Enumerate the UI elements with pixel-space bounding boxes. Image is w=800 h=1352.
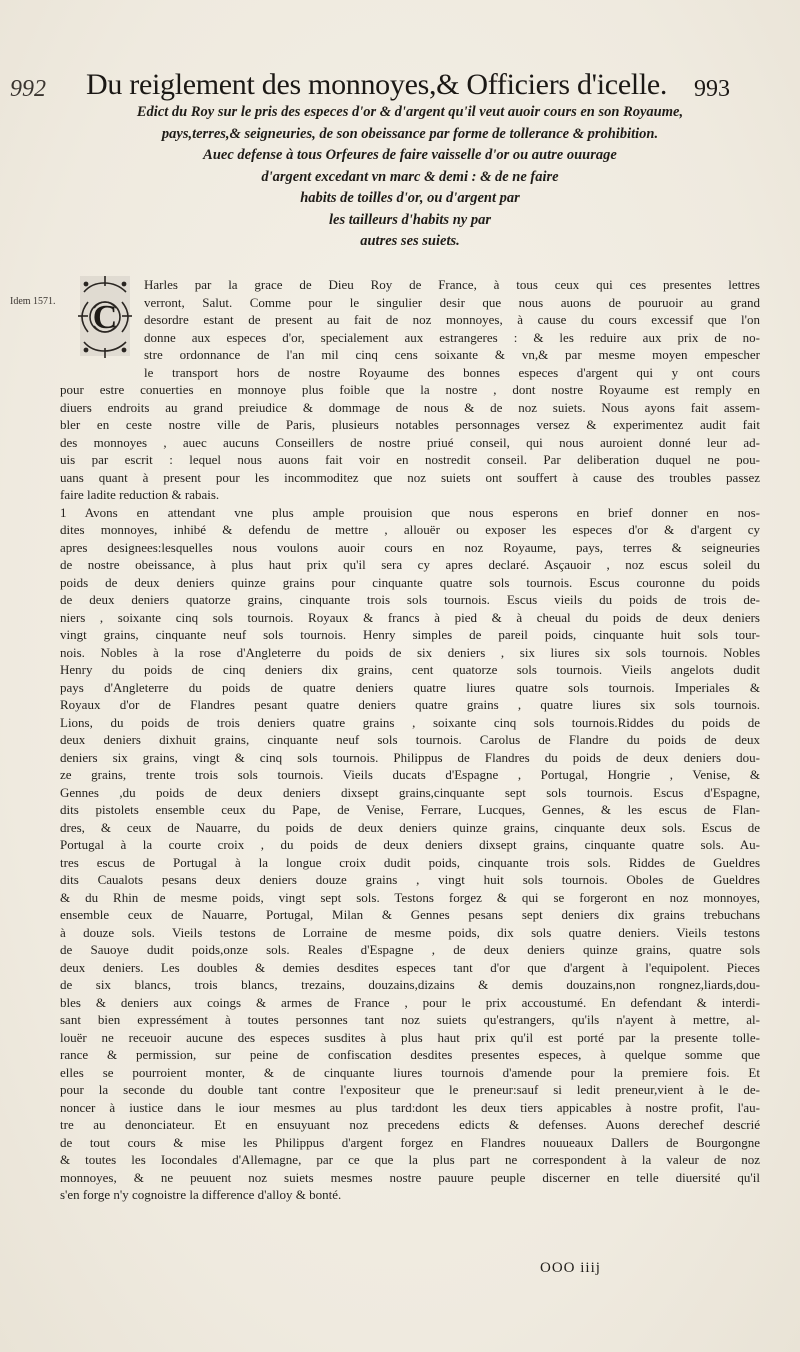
text-line: donne aux especes d'or, specialement aux estrangeres : & les reduire aux prix de no- [144,329,760,345]
text-line: vingt grains, cinquante neuf sols tournois. Henry simples de pareil poids, cinquante huit sols tour- [60,627,760,642]
margin-note: Idem 1571. [10,296,56,307]
text-line: louër ne receuoir aucune des especes susdites à plus haut prix qu'il est porté par la presente tolle- [60,1029,760,1045]
text-line: verront, Salut. Comme pour le singulier desir que nous auons de pouruoir au grand [144,294,760,310]
text-line: Portugal à la courte croix , du poids de deux deniers dixsept grains, cinquante quatre sols. Au- [60,837,760,852]
text-line: tre au denonciateur. Et en ensuyuant noz precedens edicts & defenses. Auons derechef descrié [60,1117,760,1132]
heading-line: les tailleurs d'habits ny par [329,211,491,228]
heading-line: autres ses suiets. [360,233,460,249]
text-line: Lions, du poids de trois deniers quatre grains , soixante cinq sols tournois.Riddes du poids de [60,714,760,730]
text-line: de deux deniers quatorze grains, cinquante trois sols tournois. Escus vieils du poids de trois de- [60,592,760,607]
text-line: de Sauoye dudit poids,onze sols. Reales d'Espagne , de deux deniers quinze grains, quatre sols [60,942,760,957]
text-line: 1 Avons en attendant vne plus ample prouision que nous esperons en brief donner en nos- [60,504,760,520]
heading-line: d'argent excedant vn marc & demi : & de ne faire [261,168,559,185]
text-line: dres, & ceux de Nauarre, du poids de deux deniers quinze grains, cinquante deux sols. Escus de [60,819,760,835]
edict-body [60,276,760,1204]
text-line: nois. Nobles à la rose d'Angleterre du poids de six deniers , six liures six sols tournois. Nobles [60,644,760,660]
text-line: des monnoyes , auec aucuns Conseillers de nostre priué conseil, qui nous auroient donné leur ad- [60,434,760,450]
heading-line: habits de toilles d'or, ou d'argent par [300,190,520,206]
text-line: desordre estant de present au fait de noz monnoyes, à cause du cours excessif que l'on [144,312,760,327]
text-line: rance & permission, sur peine de confiscation desdites presentes especes, à quelque somme que [60,1047,760,1062]
text-line: faire ladite reduction & rabais. [60,487,220,502]
text-line: uis par escrit : lequel nous auons fait voir en nostredit conseil. Par deliberation duquel ne pou- [60,452,760,467]
text-line: uans quant à present pour les incommoditez que noz suiets ont souffert à cause des troubles passez [60,469,760,485]
heading-line: pays,terres,& seigneuries, de son obeissance par forme de tollerance & prohibition. [161,125,659,142]
text-line: noncer à iustice dans le iour mesmes au plus tard:dont les deux tiers appicables à nostre profit, l'au- [60,1099,760,1115]
text-line: s'en forge n'y cognoistre la difference d'alloy & bonté. [60,1187,342,1202]
text-line: stre ordonnance de l'an mil cinq cens soixante & vn,& par mesme moyen empescher [144,347,760,362]
text-line: bles & deniers aux coings & armes de France , pour le prix accoustumé. En defendant & interdi- [60,994,760,1010]
text-line: sant bien expressément à toutes personnes tant noz suiets qu'estrangers, qu'ils n'ayent à mettre, al- [60,1012,760,1027]
text-line: & du Rhin de mesme poids, vingt sept sols. Testons forgez & qui se forgeront en noz monnoyes, [60,889,760,905]
text-line: dites monnoyes, inhibé & defendu de mettre , allouër ou exposer les especes d'or & d'argent cy [60,522,760,537]
running-title: Du reiglement des monnoyes,& Officiers d'icelle. [86,68,668,101]
heading-line: Auec defense à tous Orfeures de faire vaisselle d'or ou autre ouurage [203,147,617,163]
text-line: dits pistolets ensemble ceux du Pape, de Venise, Ferrare, Lucques, Gennes, & les escus de Flan- [60,802,760,817]
text-line: de nostre obeissance, à plus haut prix qu'il sera cy apres declaré. Asçauoir , noz escus soleil du [60,557,760,572]
page-number-right: 993 [694,76,730,102]
dropcap-letter: C [92,299,118,336]
text-line: le transport hors de nostre Royaume des bonnes especes d'argent qui y ont cours [144,364,760,380]
text-line: deux deniers dixhuit grains, cinquante neuf sols tournois. Carolus de Flandre du poids de deux [60,732,760,747]
text-line: Henry du poids de cinq deniers dix grains, cent quatorze sols tournois. Vieils angelots dudit [60,662,760,677]
text-line: Harles par la grace de Dieu Roy de France, à tous ceux qui ces presentes lettres [144,277,760,292]
text-line: Royaux d'or de Flandres pesant quatre deniers quatre grains , quatre liures six sols tournois. [60,697,760,712]
text-line: pour estre conuerties en monnoye plus foible que la nostre , dont nostre Royaume est remply en [60,382,760,397]
text-line: poids de deux deniers quinze grains pour cinquante quatre sols tournois. Escus couronne du poids [60,574,760,590]
text-line: apres designees:lesquelles nous voulons auoir cours en noz Royaume, pays, terres & seigneuries [60,539,760,555]
text-line: & toutes les Iocondales d'Allemagne, par ce que la plus part ne correspondent à la valeur de noz [60,1152,760,1167]
text-line: Gennes ,du poids de deux deniers dixsept grains,cinquante sept sols tournois. Escus d'Espagne, [60,784,760,800]
text-line: deniers six grains, vingt & cinq sols tournois. Philippus de Flandres du poids de deux deniers dou- [60,749,760,765]
text-line: deux deniers. Les doubles & demies desdites especes tant d'or que d'argent à l'equipolent. Pieces [60,959,760,975]
text-line: niers , soixante cinq sols tournois. Royaux & francs à pied & à cheual du poids de deux deniers [60,609,760,625]
text-line: de tout cours & mise les Philippus d'argent forgez en Flandres nouueaux Dallers de Bourgongne [60,1134,760,1150]
text-line: à douze sols. Vieils testons de Lorraine de mesme poids, dix sols quatre deniers. Vieils testons [60,924,760,940]
signature-mark: OOO iiij [540,1260,601,1276]
text-line: bler en ceste nostre ville de Paris, plusieurs notables personnages versez & experimentez audit fait [60,417,760,432]
heading-line: Edict du Roy sur le pris des especes d'or & d'argent qu'il veut auoir cours en son Royaume, [136,104,684,120]
text-line: diuers endroits au grand preiudice & dommage de nous & de noz suiets. Nous ayons fait assem- [60,399,760,415]
text-line: ze grains, trente trois sols tournois. Vieils ducats d'Espagne , Portugal, Hongrie , Venise, & [60,767,760,782]
text-line: de six blancs, trois blancs, trezains, douzains,dizains & demis douzains,non rongnez,liards,dou- [60,977,760,992]
text-line: elles se pourroient monter, & de cinquante liures tournois d'amende pour la premiere fois. Et [60,1064,760,1080]
running-head [0,62,800,102]
edict-heading [60,102,760,253]
text-line: dits Caualots pesans deux deniers douze grains , vingt huit sols tournois. Oboles de Gueldres [60,872,760,887]
page-number-left: 992 [10,76,46,102]
text-line: monnoyes, & ne peuuent noz suiets mesmes nostre pauure peuple discerner en telle diuersité qu'il [60,1169,760,1185]
text-line: ensemble ceux de Nauarre, Portugal, Milan & Gennes pesans sept deniers dix grains trebuchans [60,907,760,922]
text-line: pays d'Angleterre du poids de quatre deniers quatre liures quatre sols tournois. Imperiales & [60,679,760,695]
text-line: tres escus de Portugal à la longue croix dudit poids, cinquante trois sols. Riddes de Gueldres [60,854,760,870]
text-line: pour la seconde du double tant contre l'expositeur que le preneur:sauf si ledit preneur,vient à le de- [60,1082,760,1097]
